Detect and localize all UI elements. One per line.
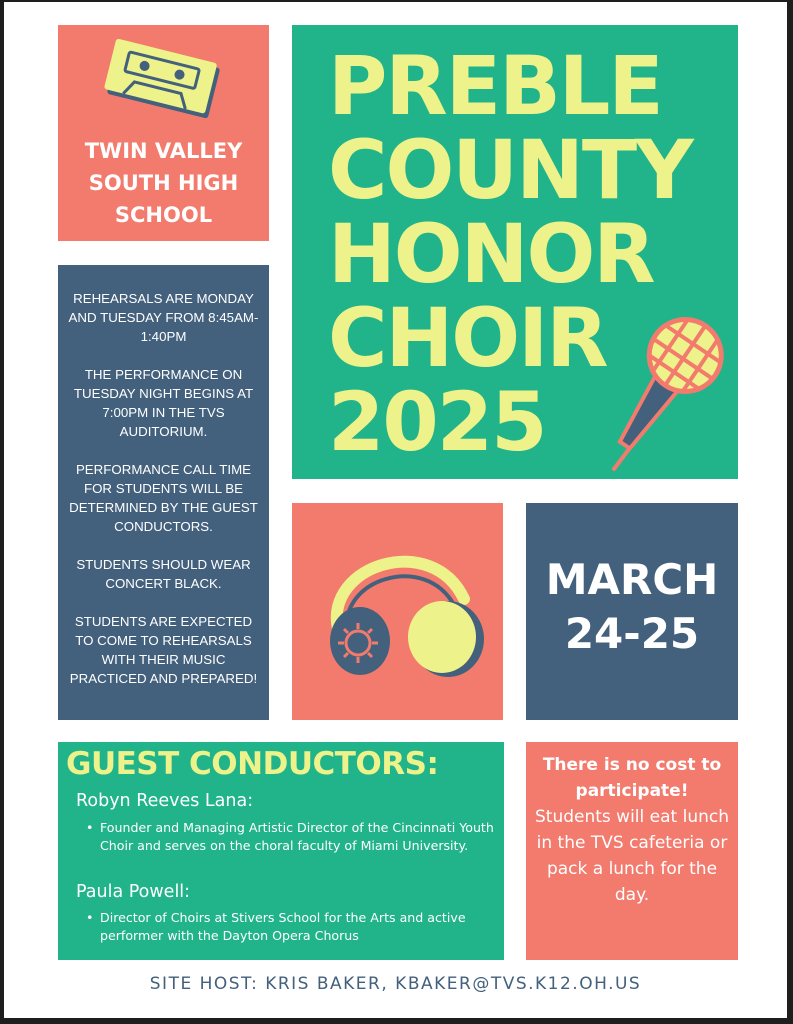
rehearsal-info: REHEARSALS ARE MONDAY AND TUESDAY FROM 8:45AM-1:40PM — [68, 291, 259, 344]
school-name: TWIN VALLEY SOUTH HIGH SCHOOL — [84, 139, 243, 227]
cost-panel — [526, 742, 738, 960]
title-line-2: COUNTY — [328, 124, 692, 218]
conductor-2-description — [86, 909, 496, 944]
conductors-panel — [58, 742, 504, 960]
dress-info: STUDENTS SHOULD WEAR CONCERT BLACK. — [76, 557, 251, 591]
title-panel — [292, 25, 738, 479]
performance-info: THE PERFORMANCE ON TUESDAY NIGHT BEGINS AT 7:00PM IN THE TVS AUDITORIUM. — [73, 367, 254, 439]
bullet-icon: • — [86, 910, 94, 925]
headphones-icon — [314, 537, 484, 687]
lunch-info: Students will eat lunch in the TVS cafeteria or pack a lunch for the day. — [535, 807, 729, 905]
conductor-1-description — [86, 819, 496, 854]
microphone-icon — [584, 307, 724, 477]
headphones-panel — [292, 503, 503, 720]
bullet-icon: • — [86, 820, 94, 835]
flyer-page — [4, 2, 787, 1018]
conductor-2-text: Director of Choirs at Stivers School for the Arts and active performer with the Dayton Opera Chorus — [100, 910, 466, 943]
school-panel — [58, 25, 269, 241]
conductors-heading: GUEST CONDUCTORS: — [66, 746, 439, 782]
no-cost-notice: There is no cost to participate! — [542, 755, 722, 801]
site-host-footer: SITE HOST: KRIS BAKER, KBAKER@TVS.K12.OH.US — [149, 974, 642, 994]
conductor-1-text: Founder and Managing Artistic Director of the Cincinnati Youth Choir and serves on the choral faculty of Miami University. — [100, 820, 494, 853]
title-line-5: 2025 — [328, 376, 546, 470]
cassette-icon — [104, 39, 224, 119]
title-line-4: CHOIR — [328, 292, 607, 386]
conductor-1-name: Robyn Reeves Lana: — [76, 791, 254, 811]
expectations-info: STUDENTS ARE EXPECTED TO COME TO REHEARSALS WITH THEIR MUSIC PRACTICED AND PREPARED! — [69, 614, 258, 686]
call-time-info: PERFORMANCE CALL TIME FOR STUDENTS WILL BE DETERMINED BY THE GUEST CONDUCTORS. — [69, 462, 258, 534]
title-line-3: HONOR — [328, 208, 654, 302]
date-month: MARCH — [545, 555, 719, 604]
title-line-1: PREBLE — [328, 40, 662, 134]
event-dates — [526, 553, 738, 661]
info-panel — [58, 265, 269, 720]
date-panel — [526, 503, 738, 720]
date-days: 24-25 — [564, 609, 700, 658]
conductor-2-name: Paula Powell: — [76, 882, 191, 902]
